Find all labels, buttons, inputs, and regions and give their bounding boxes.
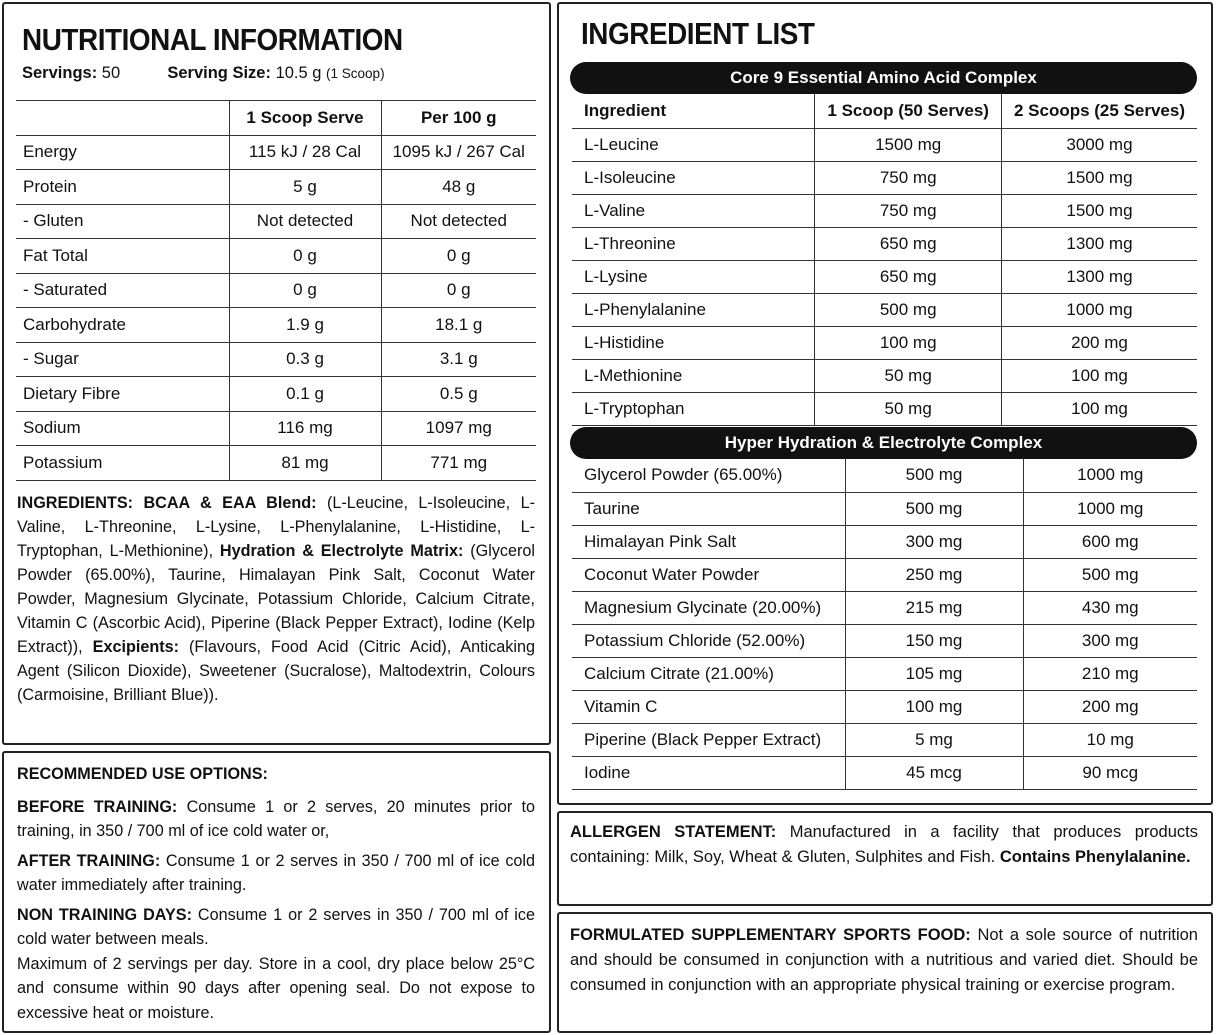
ingredient-row	[572, 161, 1197, 194]
ingredient-row	[572, 756, 1197, 789]
row-value: 100 mg	[815, 326, 1002, 359]
row-label: Piperine (Black Pepper Extract)	[572, 723, 845, 756]
row-label: Fat Total	[16, 239, 229, 274]
row-label: L-Valine	[572, 194, 815, 227]
row-value: 1095 kJ / 267 Cal	[381, 135, 536, 170]
nutrition-row	[16, 204, 536, 239]
row-value: 200 mg	[1023, 690, 1197, 723]
row-label: - Saturated	[16, 273, 229, 308]
row-value: 90 mcg	[1023, 756, 1197, 789]
row-value: 105 mg	[845, 657, 1023, 690]
row-label: L-Lysine	[572, 260, 815, 293]
core9-table	[572, 94, 1197, 426]
nutrition-row	[16, 239, 536, 274]
nutrition-row	[16, 446, 536, 481]
allergen-contains: Contains Phenylalanine.	[999, 848, 1191, 866]
after-training-text: Consume 1 or 2 serves in 350 / 700 ml of ice cold water immediately after training.	[17, 851, 536, 894]
row-value: 3000 mg	[1001, 128, 1197, 161]
row-label: L-Methionine	[572, 359, 815, 392]
ingredients-text: (L-Leucine, L-Isoleucine, L-Valine, L-Threonine, L-Lysine, L-Phenylalanine, L-Histidine, L-Tryptophan, L-Methionine),	[17, 494, 535, 560]
row-value: 1.9 g	[229, 308, 381, 343]
row-label: Protein	[16, 170, 229, 205]
row-value: 750 mg	[815, 161, 1002, 194]
nutrition-row	[16, 308, 536, 343]
row-label: Carbohydrate	[16, 308, 229, 343]
ingredient-row	[572, 558, 1197, 591]
row-value: 215 mg	[845, 591, 1023, 624]
before-training-text: Consume 1 or 2 serves, 20 minutes prior to training, in 350 / 700 ml of ice cold water or,	[17, 797, 535, 840]
row-value: 5 mg	[845, 723, 1023, 756]
row-label: Magnesium Glycinate (20.00%)	[572, 591, 845, 624]
row-label: - Sugar	[16, 342, 229, 377]
ingredient-row	[572, 227, 1197, 260]
row-label: L-Threonine	[572, 227, 815, 260]
row-value: Not detected	[229, 204, 381, 239]
serving-size-note: (1 Scoop)	[326, 66, 385, 81]
section-core9-title: Core 9 Essential Amino Acid Complex	[570, 62, 1197, 94]
servings-line	[22, 64, 385, 83]
row-value: 500 mg	[845, 459, 1023, 492]
allergen-statement	[570, 820, 1198, 870]
row-value: 115 kJ / 28 Cal	[229, 135, 381, 170]
ingredient-row	[572, 359, 1197, 392]
nutrition-row	[16, 135, 536, 170]
row-value: 1500 mg	[815, 128, 1002, 161]
row-value: 210 mg	[1023, 657, 1197, 690]
row-value: 48 g	[381, 170, 536, 205]
ingredient-row	[572, 194, 1197, 227]
row-value: 1000 mg	[1023, 459, 1197, 492]
row-value: 116 mg	[229, 411, 381, 446]
row-value: 430 mg	[1023, 591, 1197, 624]
row-value: 1500 mg	[1001, 161, 1197, 194]
nutrition-col-header: 1 Scoop Serve	[229, 101, 381, 136]
row-label: Coconut Water Powder	[572, 558, 845, 591]
formulated-label: FORMULATED SUPPLEMENTARY SPORTS FOOD:	[570, 926, 971, 944]
hydration-table	[572, 459, 1197, 790]
row-value: 500 mg	[1023, 558, 1197, 591]
row-label: Potassium Chloride (52.00%)	[572, 624, 845, 657]
row-label: Iodine	[572, 756, 845, 789]
row-value: 250 mg	[845, 558, 1023, 591]
ingredient-row	[572, 459, 1197, 492]
nutrition-row	[16, 377, 536, 412]
row-label: Himalayan Pink Salt	[572, 525, 845, 558]
row-value: 300 mg	[845, 525, 1023, 558]
row-label: Sodium	[16, 411, 229, 446]
non-training-text: Consume 1 or 2 serves in 350 / 700 ml of ice cold water between meals.	[17, 905, 535, 948]
after-training-label: AFTER TRAINING:	[17, 851, 161, 870]
recommended-use-title: RECOMMENDED USE OPTIONS:	[17, 765, 268, 783]
row-value: 1300 mg	[1001, 260, 1197, 293]
row-value: 300 mg	[1023, 624, 1197, 657]
row-value: 50 mg	[815, 359, 1002, 392]
ingredient-row	[572, 326, 1197, 359]
hydration-label: Hydration & Electrolyte Matrix:	[219, 542, 464, 560]
row-value: 650 mg	[815, 227, 1002, 260]
ingredient-row	[572, 293, 1197, 326]
row-label: Energy	[16, 135, 229, 170]
row-value: Not detected	[381, 204, 536, 239]
before-training-label: BEFORE TRAINING:	[17, 797, 178, 816]
ingredients-label: INGREDIENTS: BCAA & EAA Blend:	[17, 494, 317, 512]
row-value: 750 mg	[815, 194, 1002, 227]
row-value: 5 g	[229, 170, 381, 205]
servings-value: 50	[101, 64, 121, 82]
row-value: 100 mg	[1001, 392, 1197, 425]
row-value: 600 mg	[1023, 525, 1197, 558]
row-value: 1500 mg	[1001, 194, 1197, 227]
ingredient-row	[572, 591, 1197, 624]
row-value: 1097 mg	[381, 411, 536, 446]
ingredient-col-header: Ingredient	[572, 94, 815, 128]
hydration-text: (Glycerol Powder (65.00%), Taurine, Himalayan Pink Salt, Coconut Water Powder, Magnesium Glycinate, Potassium Chloride, Calcium Citrate, Vitamin C (Ascorbic Acid), Piperine (Black Pepper Extract), Iodine (Kelp Extract)),	[17, 542, 535, 656]
ingredient-row	[572, 657, 1197, 690]
storage-text: Maximum of 2 servings per day. Store in a cool, dry place below 25°C and consume within 90 days after opening seal. Do not expose to excessive heat or moisture.	[17, 954, 535, 1022]
allergen-label: ALLERGEN STATEMENT:	[570, 823, 777, 841]
row-value: 81 mg	[229, 446, 381, 481]
row-value: 10 mg	[1023, 723, 1197, 756]
row-value: 0 g	[381, 273, 536, 308]
row-label: L-Phenylalanine	[572, 293, 815, 326]
row-label: Potassium	[16, 446, 229, 481]
row-value: 50 mg	[815, 392, 1002, 425]
row-label: L-Isoleucine	[572, 161, 815, 194]
formulated-statement	[570, 923, 1198, 998]
servings-label: Servings:	[22, 64, 98, 82]
row-value: 771 mg	[381, 446, 536, 481]
allergen-text: Manufactured in a facility that produces products containing: Milk, Soy, Wheat & Gluten, Sulphites and Fish.	[570, 823, 1198, 866]
row-value: 1300 mg	[1001, 227, 1197, 260]
row-label: L-Leucine	[572, 128, 815, 161]
ingredient-row	[572, 624, 1197, 657]
excipients-label: Excipients:	[92, 638, 180, 656]
row-value: 45 mcg	[845, 756, 1023, 789]
ingredient-col-header: 1 Scoop (50 Serves)	[815, 94, 1002, 128]
ingredient-row	[572, 260, 1197, 293]
ingredient-header-row	[572, 94, 1197, 128]
row-value: 150 mg	[845, 624, 1023, 657]
nutrition-col-header: Per 100 g	[381, 101, 536, 136]
row-value: 3.1 g	[381, 342, 536, 377]
ingredient-list-title: INGREDIENT LIST	[581, 16, 815, 51]
section-hydration-title: Hyper Hydration & Electrolyte Complex	[570, 427, 1197, 459]
recommended-use	[17, 762, 535, 1030]
serving-size-label: Serving Size:	[167, 64, 271, 82]
nutrition-table	[16, 100, 536, 481]
nutrition-header-row	[16, 101, 536, 136]
row-value: 0 g	[381, 239, 536, 274]
row-value: 0.1 g	[229, 377, 381, 412]
ingredient-row	[572, 128, 1197, 161]
ingredient-row	[572, 723, 1197, 756]
nutrition-row	[16, 342, 536, 377]
row-label: L-Tryptophan	[572, 392, 815, 425]
row-label: Calcium Citrate (21.00%)	[572, 657, 845, 690]
ingredient-row	[572, 392, 1197, 425]
row-value: 1000 mg	[1023, 492, 1197, 525]
row-label: Vitamin C	[572, 690, 845, 723]
serving-size-value: 10.5 g	[275, 64, 322, 82]
ingredients-statement	[17, 491, 535, 707]
ingredient-row	[572, 690, 1197, 723]
row-label: Taurine	[572, 492, 845, 525]
row-value: 500 mg	[845, 492, 1023, 525]
row-value: 0.5 g	[381, 377, 536, 412]
non-training-label: NON TRAINING DAYS:	[17, 905, 192, 924]
row-label: Dietary Fibre	[16, 377, 229, 412]
row-value: 18.1 g	[381, 308, 536, 343]
row-value: 650 mg	[815, 260, 1002, 293]
row-value: 0.3 g	[229, 342, 381, 377]
nutrition-row	[16, 273, 536, 308]
row-value: 0 g	[229, 239, 381, 274]
row-value: 100 mg	[1001, 359, 1197, 392]
row-value: 200 mg	[1001, 326, 1197, 359]
row-value: 500 mg	[815, 293, 1002, 326]
row-label: L-Histidine	[572, 326, 815, 359]
nutrition-row	[16, 411, 536, 446]
ingredient-row	[572, 492, 1197, 525]
row-value: 0 g	[229, 273, 381, 308]
excipients-text: (Flavours, Food Acid (Citric Acid), Anticaking Agent (Silicon Dioxide), Sweetener (Sucralose), Maltodextrin, Colours (Carmoisine, Brilliant Blue)).	[17, 638, 535, 704]
formulated-text: Not a sole source of nutrition and should be consumed in conjunction with a nutritious and varied diet. Should be consumed in conjunction with an appropriate physical training or exercise program.	[570, 926, 1198, 994]
row-value: 100 mg	[845, 690, 1023, 723]
ingredient-col-header: 2 Scoops (25 Serves)	[1001, 94, 1197, 128]
row-label: - Gluten	[16, 204, 229, 239]
row-value: 1000 mg	[1001, 293, 1197, 326]
ingredient-row	[572, 525, 1197, 558]
nutrition-row	[16, 170, 536, 205]
row-label: Glycerol Powder (65.00%)	[572, 459, 845, 492]
nutrition-title: NUTRITIONAL INFORMATION	[22, 22, 403, 57]
nutrition-col-header	[16, 101, 229, 136]
